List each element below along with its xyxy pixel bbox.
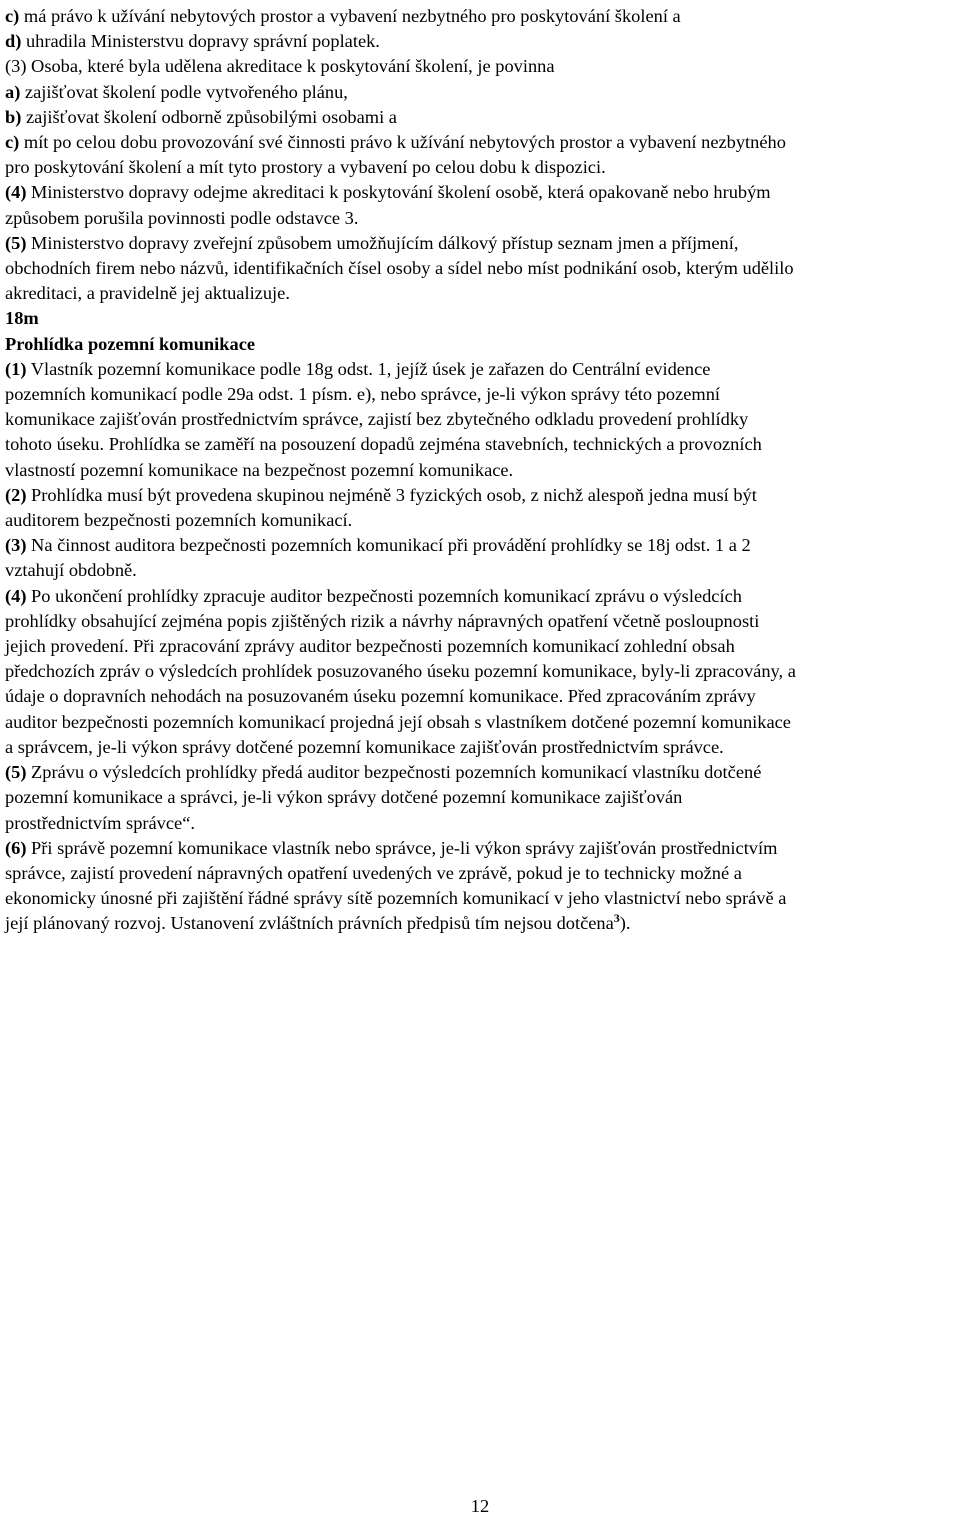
text-line (5, 483, 957, 508)
line-text: zajišťovat školení odborně způsobilými osobami a (21, 106, 397, 127)
section-number: 18m (5, 308, 39, 329)
text-line (5, 558, 957, 583)
text-line (5, 836, 957, 861)
document-page (5, 4, 957, 937)
line-text: způsobem porušila povinnosti podle odstavce 3. (5, 207, 359, 228)
text-line (5, 911, 957, 936)
line-text: uhradila Ministerstvu dopravy správní poplatek. (21, 31, 380, 52)
line-text: Prohlídka musí být provedena skupinou nejméně 3 fyzických osob, z nichž alespoň jedna musí být (26, 484, 757, 505)
footnote-ref[interactable]: 3 (613, 911, 620, 926)
item-label: b) (5, 106, 22, 127)
item-label: c) (5, 6, 20, 26)
text-line (5, 357, 957, 382)
text-line (5, 155, 957, 180)
line-text: auditor bezpečnosti pozemních komunikací projedná její obsah s vlastníkem dotčené pozemní komunikace (5, 711, 791, 732)
text-line (5, 432, 957, 457)
text-line (5, 29, 957, 54)
text-line (5, 735, 957, 760)
text-line (5, 508, 957, 533)
line-text: ekonomicky únosné při zajištění řádné správy sítě pozemních komunikací v jeho vlastnictví nebo správě a (5, 888, 787, 909)
line-text: komunikace zajišťován prostřednictvím správce, zajistí bez zbytečného odkladu provedení prohlídky (5, 409, 749, 430)
text-line (5, 458, 957, 483)
line-text: pro poskytování školení a mít tyto prostory a vybavení po celou dobu k dispozici. (5, 157, 606, 178)
line-text-end: ). (619, 913, 631, 934)
text-line (5, 760, 957, 785)
item-label: (3) (5, 535, 27, 556)
item-label: (4) (5, 585, 27, 606)
line-text: Zprávu o výsledcích prohlídky předá auditor bezpečnosti pozemních komunikací vlastníku dotčené (26, 762, 762, 783)
item-label: (4) (5, 182, 27, 203)
text-line (5, 130, 957, 155)
text-line (5, 533, 957, 558)
item-label: c) (5, 132, 20, 153)
line-text: Vlastník pozemní komunikace podle 18g odst. 1, jejíž úsek je zařazen do Centrální evidence (26, 358, 711, 379)
text-line (5, 886, 957, 911)
line-text: vlastností pozemní komunikace na bezpečnost pozemní komunikace. (5, 459, 514, 480)
item-label: (2) (5, 484, 27, 505)
line-text: zajišťovat školení podle vytvořeného plánu, (20, 81, 348, 102)
text-line (5, 785, 957, 810)
item-label: d) (5, 31, 22, 52)
line-text: Při správě pozemní komunikace vlastník nebo správce, je-li výkon správy zajišťován prostřednictvím (26, 837, 778, 858)
text-line (5, 231, 957, 256)
text-line (5, 54, 957, 79)
line-text: její plánovaný rozvoj. Ustanovení zvláštních právních předpisů tím nejsou dotčena (5, 913, 614, 934)
section-title: Prohlídka pozemní komunikace (5, 333, 256, 354)
text-line (5, 634, 957, 659)
line-text: údaje o dopravních nehodách na posuzovaném úseku pozemní komunikace. Před zpracováním zprávy (5, 686, 756, 707)
line-text: tohoto úseku. Prohlídka se zaměří na posouzení dopadů zejména stavebních, technických a provozních (5, 434, 762, 455)
line-text: Na činnost auditora bezpečnosti pozemních komunikací při provádění prohlídky se 18j odst. 1 a 2 (26, 535, 751, 556)
text-line (5, 4, 957, 29)
line-text: pozemních komunikací podle 29a odst. 1 písm. e), nebo správce, je-li výkon správy této pozemní (5, 384, 721, 405)
item-label: (5) (5, 762, 27, 783)
line-text: auditorem bezpečnosti pozemních komunikací. (5, 510, 353, 531)
line-text: Ministerstvo dopravy zveřejní způsobem umožňujícím dálkový přístup seznam jmen a příjmení, (26, 232, 739, 253)
text-line (5, 584, 957, 609)
line-text: jejich provedení. Při zpracování zprávy auditor bezpečnosti pozemních komunikací zohlední obsah (5, 636, 735, 657)
line-text: Ministerstvo dopravy odejme akreditaci k poskytování školení osobě, která opakovaně nebo hrubým (26, 182, 771, 203)
text-line (5, 861, 957, 886)
line-text: a správcem, je-li výkon správy dotčené pozemní komunikace zajišťován prostřednictvím správce. (5, 736, 724, 757)
text-line (5, 811, 957, 836)
paragraph-block-1 (5, 4, 957, 306)
text-line (5, 281, 957, 306)
line-text: mít po celou dobu provozování své činnosti právo k užívání nebytových prostor a vybavení nezbytného (19, 132, 786, 153)
line-text: správce, zajistí provedení nápravných opatření uvedených ve zprávě, pokud je to technicky možné a (5, 862, 742, 883)
text-line (5, 659, 957, 684)
line-text: vztahují obdobně. (5, 560, 137, 581)
line-text: akreditaci, a pravidelně jej aktualizuje. (5, 283, 290, 304)
line-text: prohlídky obsahující zejména popis zjištěných rizik a návrhy nápravných opatření včetně posloupnosti (5, 610, 760, 631)
text-line (5, 80, 957, 105)
text-line (5, 180, 957, 205)
text-line (5, 710, 957, 735)
text-line (5, 684, 957, 709)
line-text: předchozích zpráv o výsledcích prohlídek posuzovaného úseku pozemní komunikace, byly-li zpracovány, a (5, 661, 796, 682)
text-line (5, 382, 957, 407)
line-text: pozemní komunikace a správci, je-li výkon správy dotčené pozemní komunikace zajišťován (5, 787, 683, 808)
item-label: a) (5, 81, 21, 102)
line-text: má právo k užívání nebytových prostor a vybavení nezbytného pro poskytování školení a (19, 6, 681, 26)
text-line (5, 256, 957, 281)
page-number: 12 (470, 1496, 490, 1516)
line-text: obchodních firem nebo názvů, identifikačních čísel osoby a sídel nebo míst podnikání osob, kterým udělilo (5, 258, 794, 279)
text-line (5, 407, 957, 432)
text-line (5, 206, 957, 231)
text-line (5, 609, 957, 634)
text-line (5, 105, 957, 130)
item-label: (1) (5, 358, 27, 379)
line-text: (3) Osoba, které byla udělena akreditace k poskytování školení, je povinna (5, 56, 555, 77)
item-label: (6) (5, 837, 27, 858)
paragraph-block-2 (5, 357, 957, 937)
line-text: Po ukončení prohlídky zpracuje auditor bezpečnosti pozemních komunikací zprávu o výsledcích (26, 585, 742, 606)
item-label: (5) (5, 232, 27, 253)
line-text: prostřednictvím správce“. (5, 812, 195, 833)
